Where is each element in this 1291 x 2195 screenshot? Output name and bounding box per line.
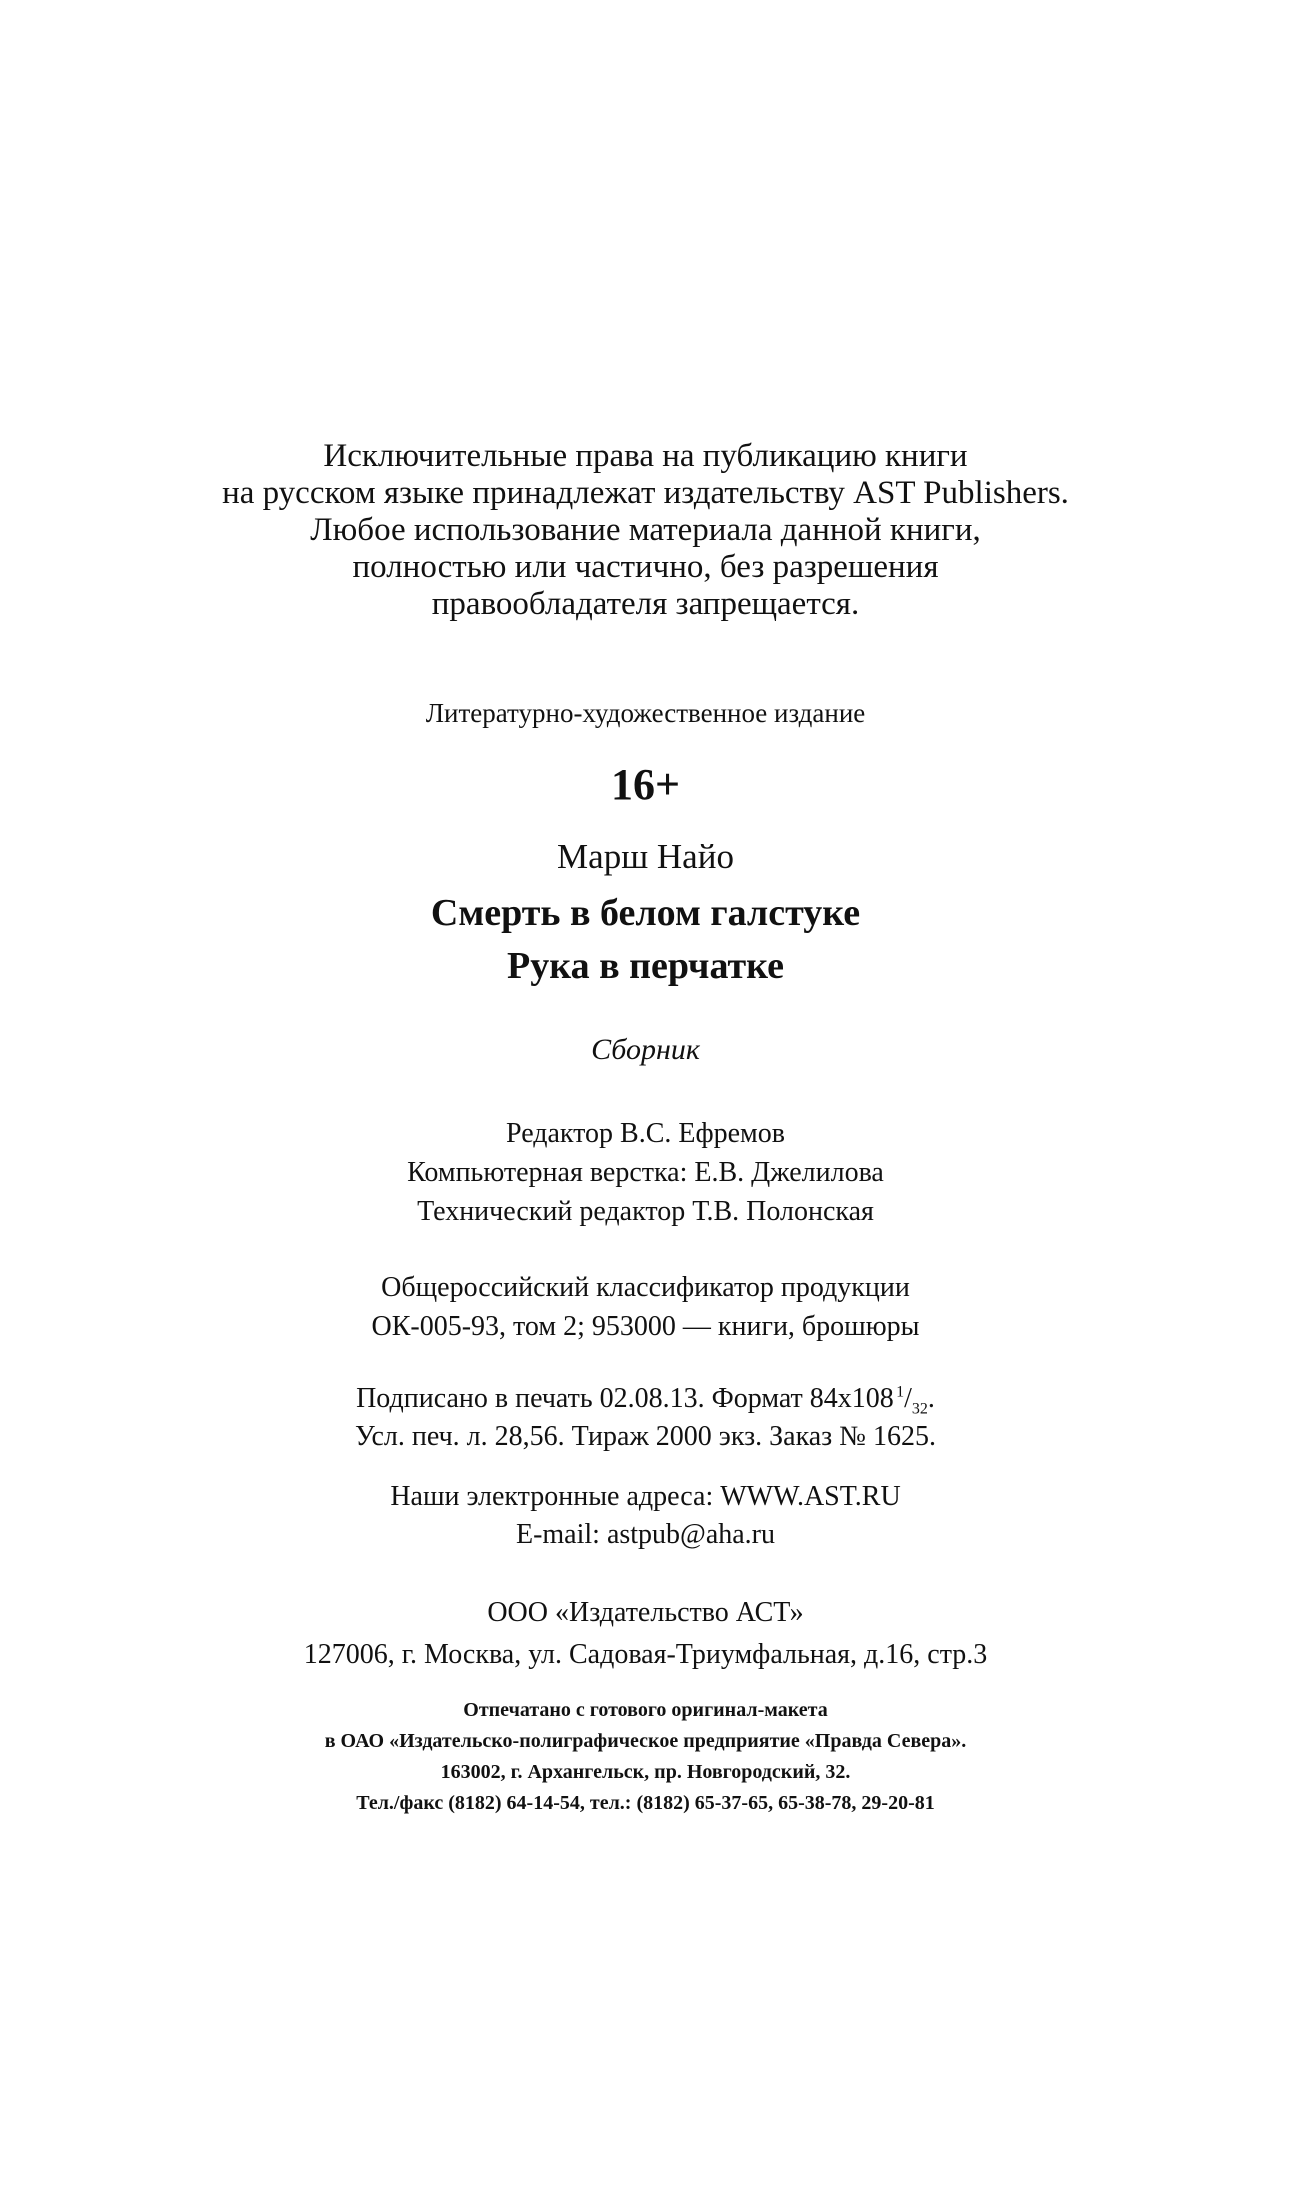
rights-notice-line: правообладателя запрещается. xyxy=(431,586,860,622)
classifier-line: ОК-005-93, том 2; 953000 — книги, брошюры xyxy=(371,1311,920,1342)
credit-line: Компьютерная верстка: Е.В. Джелилова xyxy=(407,1157,884,1188)
printer-info xyxy=(100,1695,1191,1819)
rights-notice xyxy=(100,438,1191,623)
book-title: Смерть в белом галстуке xyxy=(430,892,861,934)
printing-details xyxy=(100,1380,1191,1456)
format-numerator: 1 xyxy=(896,1383,905,1401)
printing-format: Подписано в печать 02.08.13. Формат 84х108 xyxy=(356,1383,894,1414)
electronic-addresses xyxy=(100,1478,1191,1554)
publisher-line: 127006, г. Москва, ул. Садовая-Триумфальная, д.16, стр.3 xyxy=(303,1639,988,1670)
publisher-info xyxy=(100,1592,1191,1676)
credit-line: Редактор В.С. Ефремов xyxy=(505,1118,785,1149)
printer-line: Тел./факс (8182) 64-14-54, тел.: (8182) 65-37-65, 65-38-78, 29-20-81 xyxy=(356,1792,935,1814)
author-name: Марш Найо xyxy=(557,837,734,876)
classifier-line: Общероссийский классификатор продукции xyxy=(381,1272,910,1303)
printer-line: Отпечатано с готового оригинал-макета xyxy=(463,1699,828,1721)
age-rating: 16+ xyxy=(610,760,681,809)
book-title: Рука в перчатке xyxy=(507,945,784,987)
rights-notice-line: полностью или частично, без разрешения xyxy=(352,549,939,585)
printer-line: в ОАО «Издательско-полиграфическое предприятие «Правда Севера». xyxy=(324,1730,967,1752)
book-titles xyxy=(100,887,1191,993)
edition-type: Литературно-художественное издание xyxy=(425,698,866,728)
product-classifier xyxy=(100,1268,1191,1346)
printer-line: 163002, г. Архангельск, пр. Новгородский, 32. xyxy=(440,1761,851,1783)
printing-line-2: Усл. печ. л. 28,56. Тираж 2000 экз. Заказ № 1625. xyxy=(355,1421,936,1452)
credit-line: Технический редактор Т.В. Полонская xyxy=(417,1196,874,1227)
address-line: E-mail: astpub@aha.ru xyxy=(515,1519,776,1550)
address-line: Наши электронные адреса: WWW.AST.RU xyxy=(390,1481,901,1512)
publisher-line: ООО «Издательство АСТ» xyxy=(487,1597,804,1628)
rights-notice-line: Любое использование материала данной книги, xyxy=(310,512,981,548)
rights-notice-line: Исключительные права на публикацию книги xyxy=(323,438,968,474)
credits xyxy=(100,1114,1191,1231)
printing-line-1: Подписано в печать 02.08.13. Формат 84х108 $^1/_{32}$. xyxy=(356,1383,935,1418)
collection-label: Сборник xyxy=(591,1033,700,1066)
format-denominator: 32 xyxy=(911,1400,928,1418)
printing-format-suffix: . xyxy=(927,1383,935,1414)
rights-notice-line: на русском языке принадлежат издательству AST Publishers. xyxy=(222,475,1069,511)
